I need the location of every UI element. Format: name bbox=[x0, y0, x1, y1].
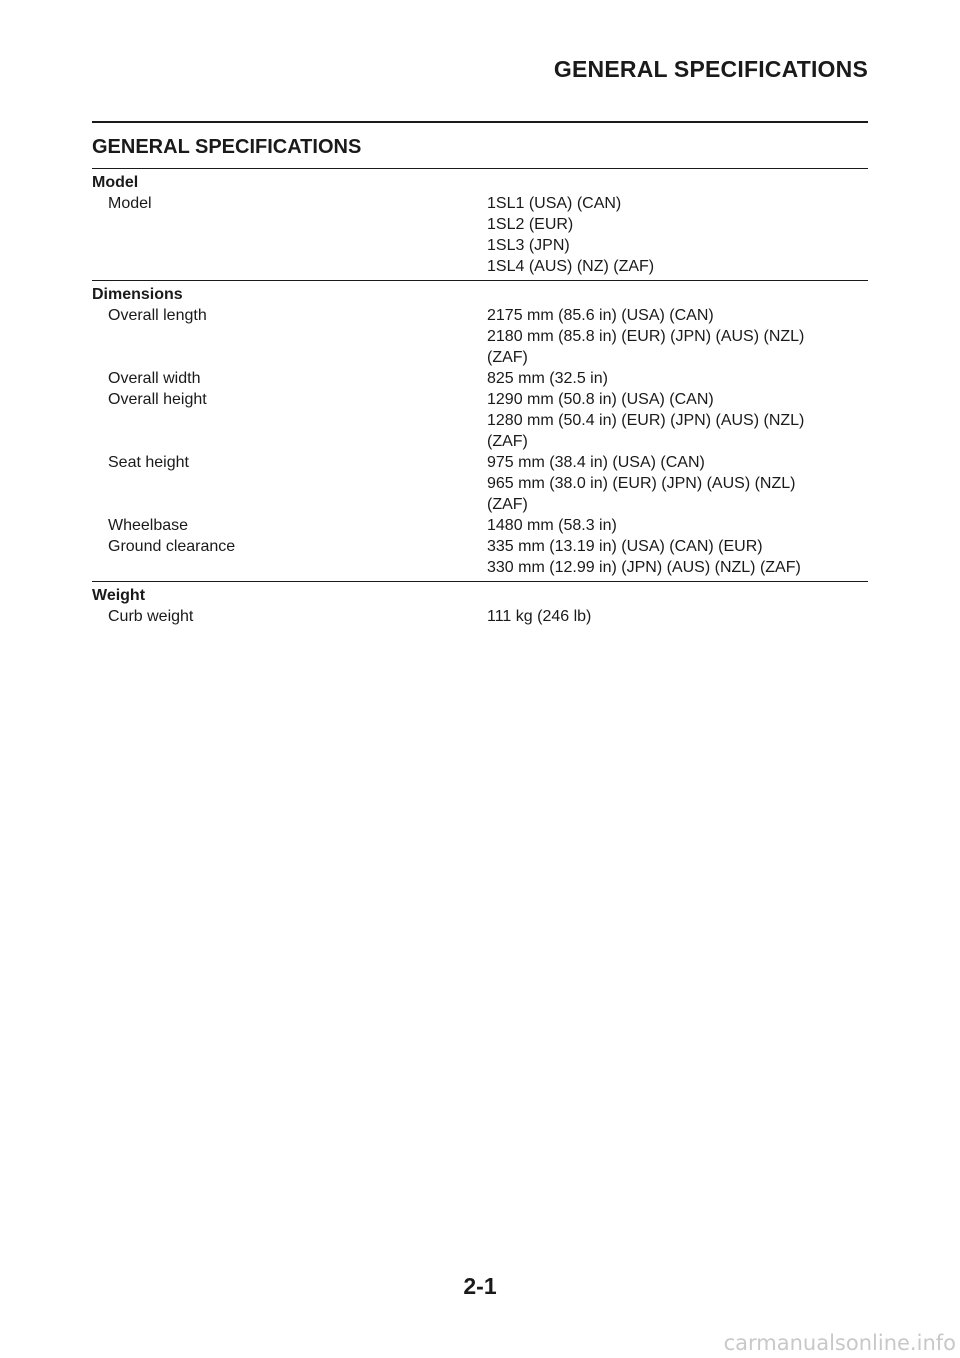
spec-value: 2175 mm (85.6 in) (USA) (CAN) bbox=[487, 307, 714, 324]
spec-label: Overall width bbox=[108, 370, 201, 387]
spec-value: 1SL4 (AUS) (NZ) (ZAF) bbox=[487, 258, 655, 275]
spec-value: 975 mm (38.4 in) (USA) (CAN) bbox=[487, 454, 705, 471]
spec-row-curb-weight bbox=[92, 606, 868, 627]
spec-value: 965 mm (38.0 in) (EUR) (JPN) (AUS) (NZL) bbox=[487, 475, 796, 492]
spec-values bbox=[487, 368, 868, 389]
spec-values bbox=[487, 536, 868, 578]
spec-values bbox=[487, 389, 868, 452]
spec-group-dimensions bbox=[92, 280, 868, 581]
spec-values bbox=[487, 606, 868, 627]
spec-value: 1SL2 (EUR) bbox=[487, 216, 574, 233]
spec-label: Overall height bbox=[108, 391, 207, 408]
spec-values bbox=[487, 305, 868, 368]
spec-value: 825 mm (32.5 in) bbox=[487, 370, 608, 387]
spec-row-wheelbase bbox=[92, 515, 868, 536]
spec-value: (ZAF) bbox=[487, 496, 528, 513]
spec-label: Curb weight bbox=[108, 608, 194, 625]
section-title: GENERAL SPECIFICATIONS bbox=[92, 136, 362, 158]
page-number: 2-1 bbox=[463, 1273, 497, 1299]
group-title: Dimensions bbox=[92, 286, 183, 303]
spec-value: 1290 mm (50.8 in) (USA) (CAN) bbox=[487, 391, 714, 408]
running-header: GENERAL SPECIFICATIONS bbox=[553, 56, 868, 82]
spec-value: 1280 mm (50.4 in) (EUR) (JPN) (AUS) (NZL) bbox=[487, 412, 805, 429]
group-title: Model bbox=[92, 174, 139, 191]
spec-value: (ZAF) bbox=[487, 349, 528, 366]
spec-label: Overall length bbox=[108, 307, 207, 324]
spec-value: 111 kg (246 lb) bbox=[487, 608, 592, 625]
spec-value: 330 mm (12.99 in) (JPN) (AUS) (NZL) (ZAF) bbox=[487, 559, 801, 576]
spec-value: 1SL1 (USA) (CAN) bbox=[487, 195, 622, 212]
spec-label: Wheelbase bbox=[108, 517, 189, 534]
spec-row-model bbox=[92, 193, 868, 277]
spec-row-overall-width bbox=[92, 368, 868, 389]
spec-value: 1SL3 (JPN) bbox=[487, 237, 570, 254]
spec-label: Seat height bbox=[108, 454, 189, 471]
spec-values bbox=[487, 193, 868, 277]
spec-values bbox=[487, 452, 868, 515]
spec-value: 1480 mm (58.3 in) bbox=[487, 517, 617, 534]
spec-row-seat-height bbox=[92, 452, 868, 515]
spec-group-weight bbox=[92, 581, 868, 630]
spec-value: 2180 mm (85.8 in) (EUR) (JPN) (AUS) (NZL) bbox=[487, 328, 805, 345]
spec-row-ground-clearance bbox=[92, 536, 868, 578]
watermark: carmanualsonline.info bbox=[723, 1331, 956, 1355]
group-title: Weight bbox=[92, 587, 146, 604]
header-rule bbox=[92, 121, 868, 123]
spec-row-overall-height bbox=[92, 389, 868, 452]
spec-value: (ZAF) bbox=[487, 433, 528, 450]
spec-label: Ground clearance bbox=[108, 538, 236, 555]
spec-values bbox=[487, 515, 868, 536]
spec-value: 335 mm (13.19 in) (USA) (CAN) (EUR) bbox=[487, 538, 763, 555]
spec-row-overall-length bbox=[92, 305, 868, 368]
spec-group-model bbox=[92, 168, 868, 280]
spec-table bbox=[92, 168, 868, 630]
spec-label: Model bbox=[108, 195, 152, 212]
